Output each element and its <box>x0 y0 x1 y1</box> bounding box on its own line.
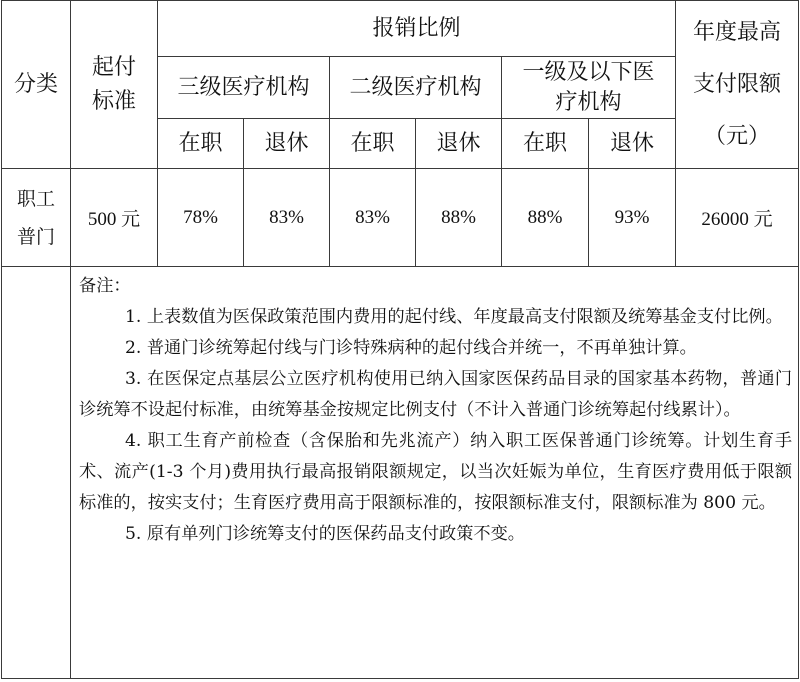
header-category <box>2 1 71 169</box>
notes-item-5: 5. 原有单列门诊统筹支付的医保药品支付政策不变。 <box>125 524 525 544</box>
row-category-line2: 普门 <box>16 225 55 248</box>
header-tier1-line1: 一级及以下医 <box>522 59 655 85</box>
header-deductible-line1: 起付 <box>91 54 136 80</box>
header-tier1-retired: 退休 <box>589 119 676 169</box>
header-tier3-employed: 在职 <box>158 119 244 169</box>
notes-title: 备注： <box>79 276 131 296</box>
row-tier2-employed: 83% <box>330 169 416 267</box>
row-tier2-retired: 88% <box>416 169 502 267</box>
row-tier1-employed: 88% <box>502 169 589 267</box>
row-annual-limit: 26000 元 <box>676 169 799 267</box>
header-tier2 <box>330 57 502 119</box>
notes-section <box>71 267 799 679</box>
header-reimbursement-ratio <box>158 1 676 57</box>
header-annual-limit <box>676 1 799 169</box>
header-tier1-employed: 在职 <box>502 119 589 169</box>
notes-left-blank <box>2 267 71 679</box>
notes-item-2: 2. 普通门诊统筹起付线与门诊特殊病种的起付线合并统一，不再单独计算。 <box>125 338 697 358</box>
row-category-line1: 职工 <box>16 187 55 210</box>
notes-item-3: 3. 在医保定点基层公立医疗机构使用已纳入国家医保药品目录的国家基本药物，普通门诊统筹不设起付标准，由统筹基金按规定比例支付（不计入普通门诊统筹起付线累计）。 <box>79 369 793 420</box>
header-tier2-employed: 在职 <box>330 119 416 169</box>
row-tier1-retired: 93% <box>589 169 676 267</box>
header-deductible-line2: 标准 <box>91 88 136 114</box>
table-row <box>2 169 799 267</box>
header-category-label: 分类 <box>13 71 58 97</box>
header-deductible <box>71 1 158 169</box>
header-annual-limit-line3: （元） <box>704 123 771 149</box>
notes-item-4: 4. 职工生育产前检查（含保胎和先兆流产）纳入职工医保普通门诊统筹。计划生育手术、流产(1-3 个月)费用执行最高报销限额规定，以当次妊娠为单位，生育医疗费用低于限额标准的，按实支付；生育医疗费用高于限额标准的，按限额标准支付，限额标准为 800 元。 <box>79 431 793 513</box>
header-annual-limit-line1: 年度最高 <box>693 19 782 45</box>
header-tier3-label: 三级医疗机构 <box>177 74 310 100</box>
header-tier1 <box>502 57 676 119</box>
header-reimbursement-ratio-label: 报销比例 <box>372 15 461 41</box>
row-tier3-employed: 78% <box>158 169 244 267</box>
row-deductible: 500 元 <box>71 169 158 267</box>
header-tier2-retired: 退休 <box>416 119 502 169</box>
medical-insurance-table <box>1 0 799 679</box>
notes-item-1: 1. 上表数值为医保政策范围内费用的起付线、年度最高支付限额及统筹基金支付比例。 <box>125 307 783 327</box>
header-tier2-label: 二级医疗机构 <box>349 74 482 100</box>
header-tier3-retired: 退休 <box>244 119 330 169</box>
row-tier3-retired: 83% <box>244 169 330 267</box>
header-annual-limit-line2: 支付限额 <box>693 71 782 97</box>
header-tier3 <box>158 57 330 119</box>
header-tier1-line2: 疗机构 <box>555 89 622 115</box>
row-category <box>2 169 71 267</box>
